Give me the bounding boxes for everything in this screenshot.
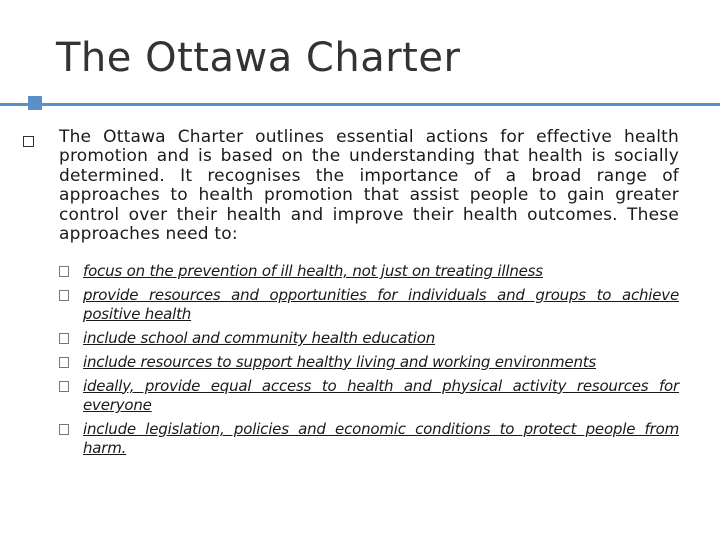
sub-bullet-text: include legislation, policies and economic conditions to protect people from harm. bbox=[83, 419, 679, 458]
sub-bullet-text: focus on the prevention of ill health, not just on treating illness bbox=[83, 262, 543, 280]
hollow-square-bullet-icon bbox=[59, 424, 69, 435]
title-divider bbox=[0, 103, 720, 106]
sub-bullet-text: include resources to support healthy living and working environments bbox=[83, 352, 597, 371]
sub-bullet-text: ideally, provide equal access to health and physical activity resources for everyone bbox=[83, 376, 679, 415]
sub-bullet-text: include school and community health education bbox=[83, 329, 435, 348]
sub-bullet-text: provide resources and opportunities for individuals and groups to achieve positive health bbox=[83, 285, 679, 324]
list-item bbox=[59, 329, 679, 349]
hollow-square-bullet-icon bbox=[59, 266, 69, 277]
hollow-square-bullet-icon bbox=[59, 357, 69, 368]
hollow-square-bullet-icon bbox=[23, 136, 34, 147]
list-item bbox=[59, 377, 679, 416]
hollow-square-bullet-icon bbox=[59, 333, 69, 344]
main-bullet-text: The Ottawa Charter outlines essential actions for effective health promotion and is based on the understanding that health is socially determined. It recognises the importance of a broad range of approaches to health promotion that assist people to gain greater control over their health and improve their health outcomes. These approaches need to: bbox=[59, 127, 679, 245]
slide-title: The Ottawa Charter bbox=[56, 35, 461, 81]
hollow-square-bullet-icon bbox=[59, 381, 69, 392]
hollow-square-bullet-icon bbox=[59, 290, 69, 301]
list-item bbox=[59, 420, 679, 459]
list-item bbox=[59, 286, 679, 325]
divider-square-icon bbox=[28, 96, 42, 110]
list-item bbox=[59, 353, 679, 373]
list-item bbox=[59, 262, 679, 282]
sub-bullet-list bbox=[59, 262, 679, 463]
